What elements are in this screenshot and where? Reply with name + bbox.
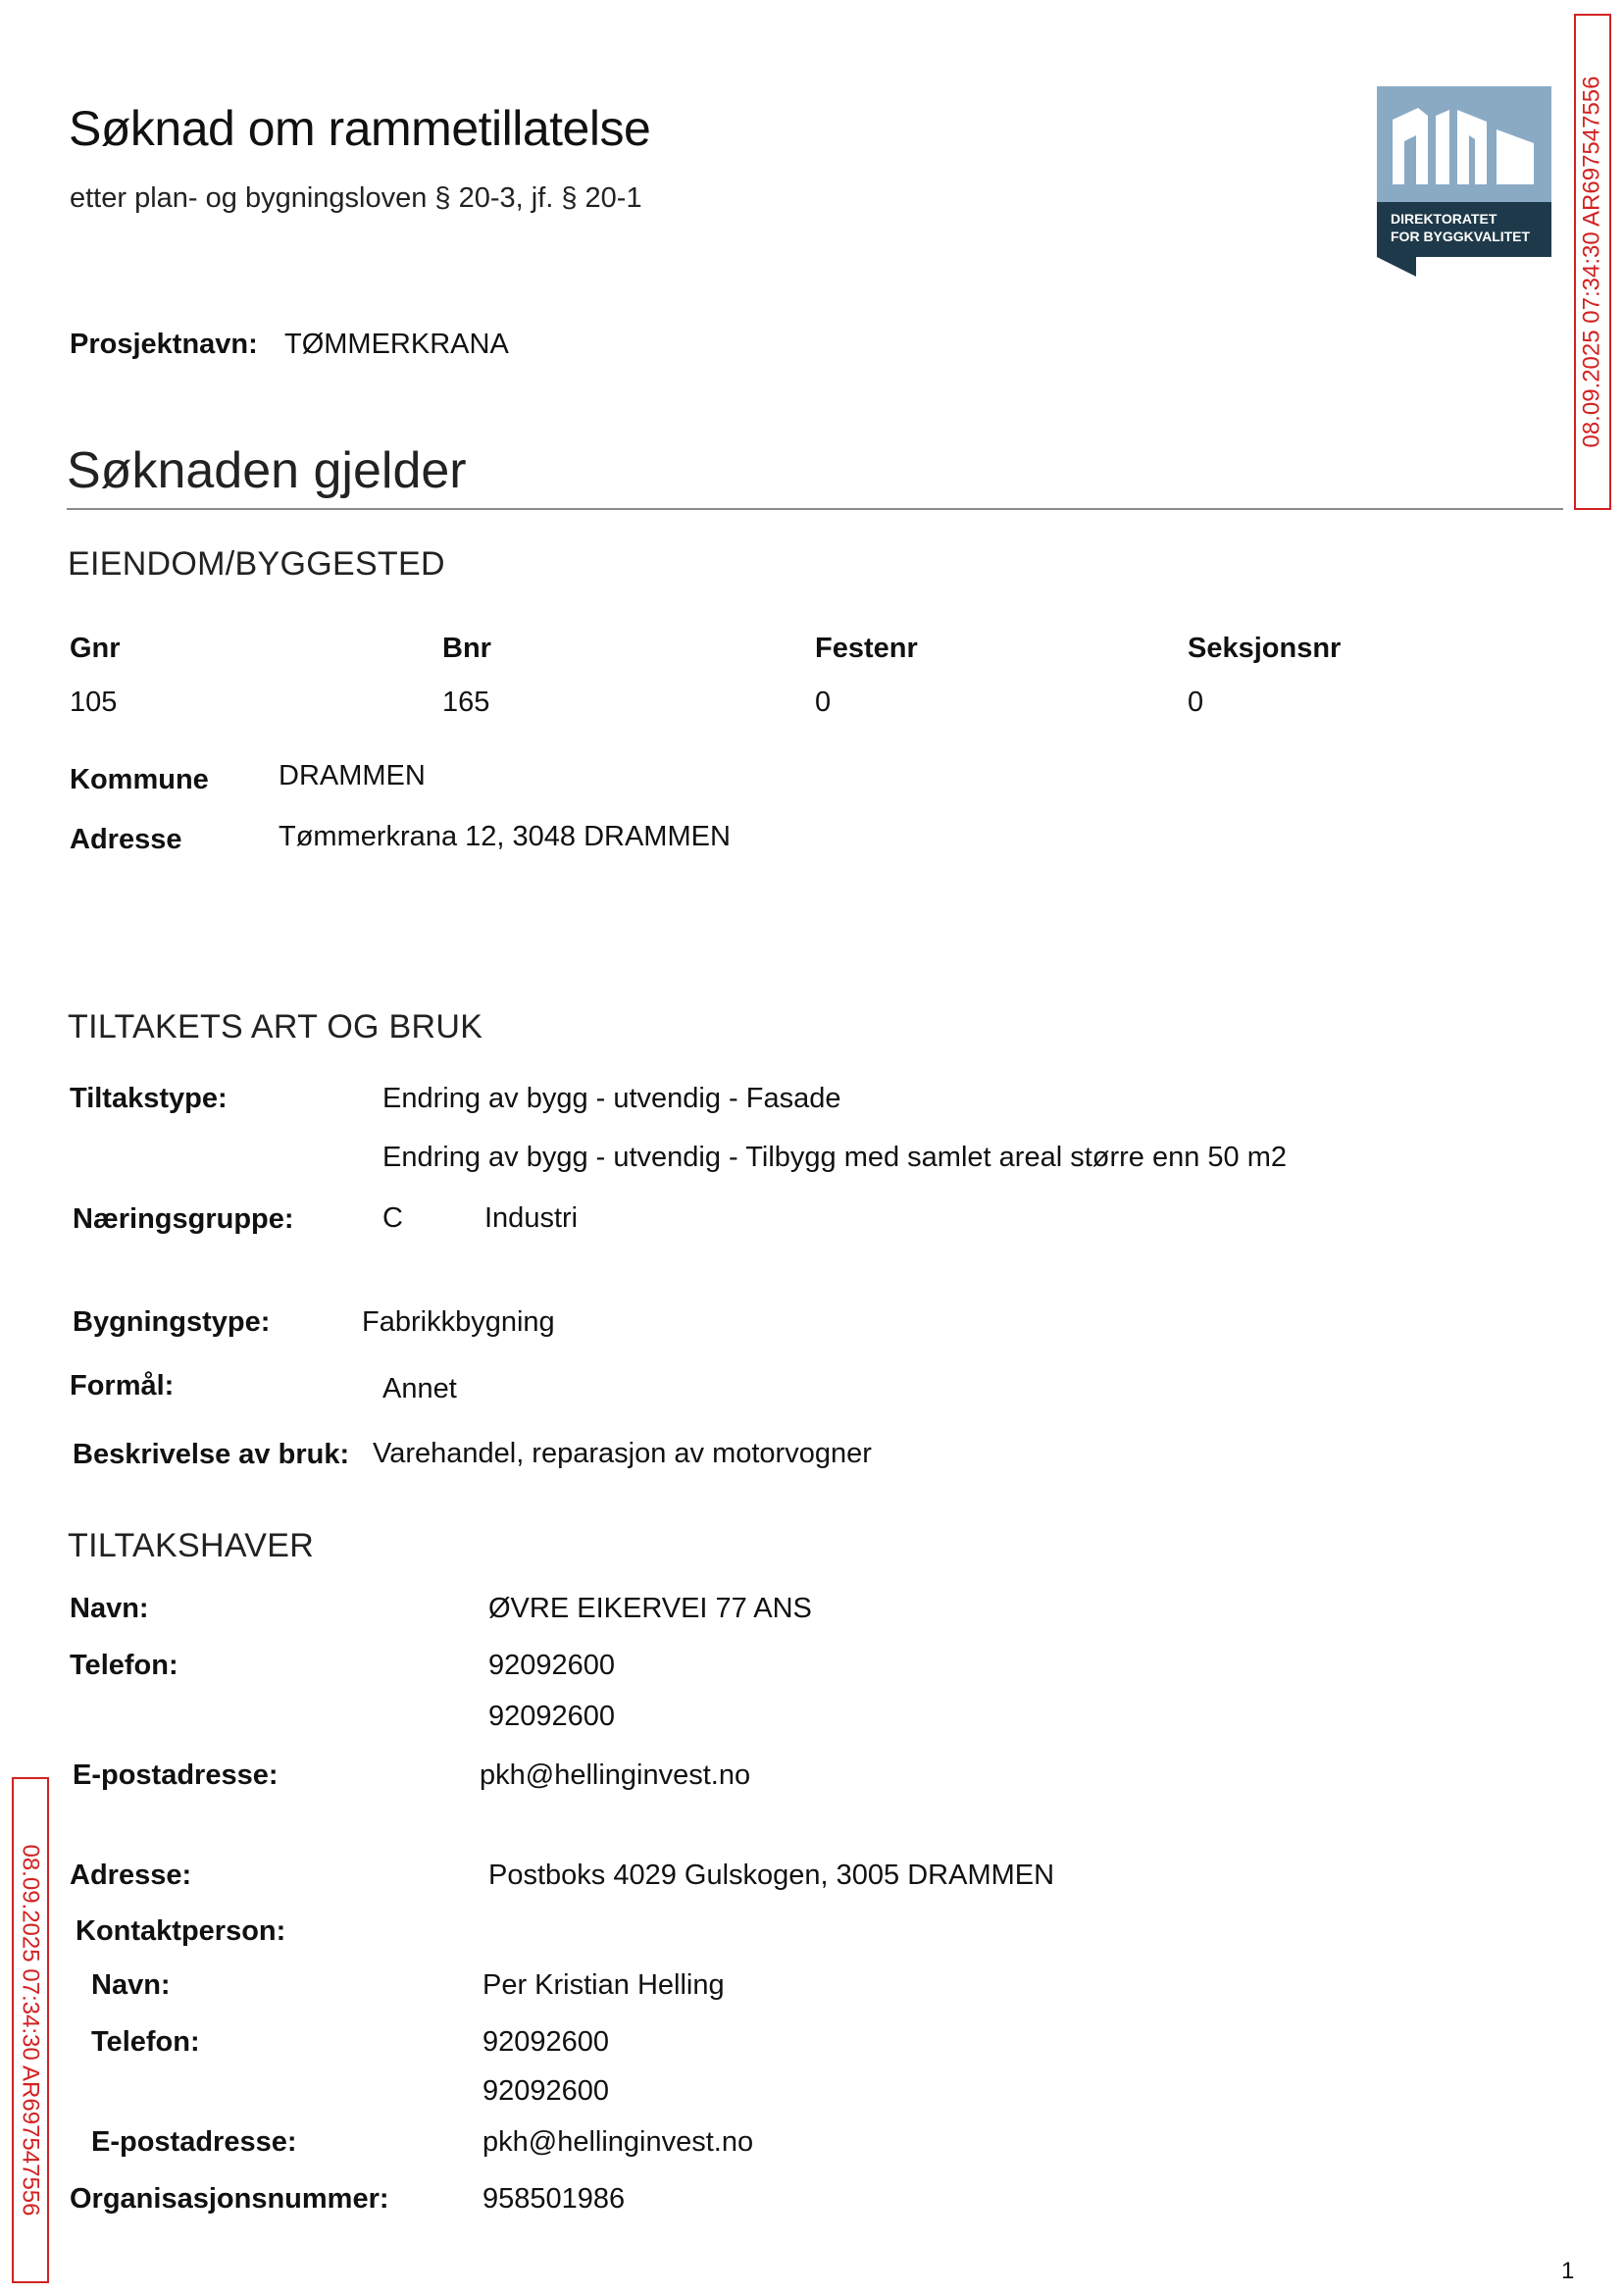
date-stamp-bottom	[12, 1777, 49, 2283]
bygningstype-label: Bygningstype:	[73, 1306, 271, 1338]
kommune-value: DRAMMEN	[279, 760, 426, 791]
kontakt-navn-label: Navn:	[91, 1969, 171, 2001]
dibk-logo-icon	[1377, 86, 1551, 277]
logo-text-line1: DIREKTORATET	[1391, 211, 1497, 227]
date-stamp-top-text: 08.09.2025 07:34:30 AR697547556	[1579, 76, 1605, 448]
tiltakshaver-adresse-value: Postboks 4029 Gulskogen, 3005 DRAMMEN	[488, 1860, 1055, 1891]
project-name-value: TØMMERKRANA	[284, 329, 509, 360]
dibk-logo	[1377, 86, 1551, 277]
organisasjonsnummer-label: Organisasjonsnummer:	[70, 2183, 389, 2215]
gnr-value: 105	[70, 687, 118, 718]
tiltakshaver-adresse-label: Adresse:	[70, 1860, 192, 1891]
tiltakshaver-telefon-value-2: 92092600	[488, 1701, 616, 1732]
kommune-label: Kommune	[70, 764, 209, 795]
adresse-value: Tømmerkrana 12, 3048 DRAMMEN	[279, 821, 731, 852]
kontakt-navn-value: Per Kristian Helling	[482, 1969, 725, 2001]
document-subtitle: etter plan- og bygningsloven § 20-3, jf. § 20-1	[70, 182, 642, 214]
kontakt-telefon-value-1: 92092600	[482, 2026, 610, 2058]
section-divider	[67, 508, 1563, 510]
kontakt-telefon-value-2: 92092600	[482, 2075, 610, 2107]
date-stamp-bottom-text: 08.09.2025 07:34:30 AR697547556	[18, 1844, 44, 2217]
kontaktperson-label: Kontaktperson:	[76, 1915, 286, 1947]
beskrivelse-label: Beskrivelse av bruk:	[73, 1439, 350, 1470]
bnr-value: 165	[442, 687, 490, 718]
formal-value: Annet	[382, 1373, 457, 1404]
naeringsgruppe-value: Industri	[484, 1202, 579, 1234]
section-title: Søknaden gjelder	[67, 442, 467, 499]
formal-label: Formål:	[70, 1370, 175, 1402]
tiltakshaver-heading: TILTAKSHAVER	[68, 1527, 315, 1564]
kontakt-telefon-label: Telefon:	[91, 2026, 200, 2058]
festenr-value: 0	[815, 687, 832, 718]
kontakt-epost-value: pkh@hellinginvest.no	[482, 2126, 754, 2158]
tiltakshaver-navn-value: ØVRE EIKERVEI 77 ANS	[488, 1593, 812, 1624]
tiltakstype-value-2: Endring av bygg - utvendig - Tilbygg med samlet areal større enn 50 m2	[382, 1142, 1288, 1173]
page-number: 1	[1561, 2258, 1575, 2284]
adresse-label: Adresse	[70, 824, 182, 855]
document-title: Søknad om rammetillatelse	[69, 101, 651, 156]
seksjonsnr-label: Seksjonsnr	[1188, 633, 1342, 664]
beskrivelse-value: Varehandel, reparasjon av motorvogner	[373, 1438, 872, 1469]
naeringsgruppe-code: C	[382, 1202, 403, 1234]
tiltakstype-label: Tiltakstype:	[70, 1083, 228, 1114]
tiltakshaver-epost-value: pkh@hellinginvest.no	[480, 1759, 751, 1791]
tiltakshaver-telefon-value-1: 92092600	[488, 1650, 616, 1681]
project-name-label: Prosjektnavn:	[70, 329, 258, 360]
tiltakshaver-navn-label: Navn:	[70, 1593, 149, 1624]
bnr-label: Bnr	[442, 633, 491, 664]
tiltakshaver-epost-label: E-postadresse:	[73, 1759, 279, 1791]
tiltak-heading: TILTAKETS ART OG BRUK	[68, 1008, 483, 1045]
tiltakstype-value-1: Endring av bygg - utvendig - Fasade	[382, 1083, 841, 1114]
naeringsgruppe-label: Næringsgruppe:	[73, 1203, 294, 1235]
logo-text-line2: FOR BYGGKVALITET	[1391, 229, 1531, 244]
date-stamp-top	[1574, 14, 1611, 510]
organisasjonsnummer-value: 958501986	[482, 2183, 626, 2215]
festenr-label: Festenr	[815, 633, 918, 664]
tiltakshaver-telefon-label: Telefon:	[70, 1650, 178, 1681]
seksjonsnr-value: 0	[1188, 687, 1204, 718]
bygningstype-value: Fabrikkbygning	[362, 1306, 555, 1338]
gnr-label: Gnr	[70, 633, 121, 664]
property-heading: EIENDOM/BYGGESTED	[68, 545, 445, 583]
kontakt-epost-label: E-postadresse:	[91, 2126, 297, 2158]
